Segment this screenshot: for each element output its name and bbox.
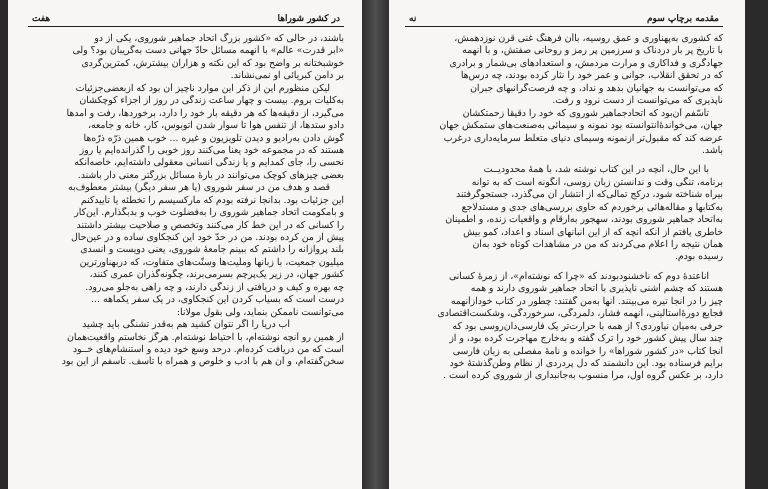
text-line: گوش دادن به‌رادیو و دیدن تلویزیون و غیره ... خوب همین ذرّه ذرّه‌ها <box>83 132 344 144</box>
text-line: بیراه شناخته شود، درکج تمالی‌که از انتشار آن می‌گذرد، جستجوگرفتند <box>456 189 723 201</box>
text-line: فجایع دورهٔ‌استالینی، آنهمه فشار، دلمردگی، سرخوردگی، وشکست‌اقتصادی <box>437 308 723 320</box>
text-line: چه بهره و کیف و دریافتی از زندگی دارند، و چه راهی به‌جلو می‌رود. <box>85 281 344 293</box>
text-line: لیکن منظورم این از ذکر این موارد ناچیز آن بود که از‌بعضی‌جزئیات <box>75 82 330 94</box>
text-line: این جزئیات بود. بدانجا نرفته بودم که مارکسیسم را تخطئه یا تأییدکنم <box>80 194 344 206</box>
book-spine-gutter <box>362 0 389 489</box>
text-line: پیش از من کرده بودند. من در حدّ خود این کنجکاوی ساده و در عین‌حال <box>70 232 344 243</box>
text-line: برایم فرستاده بود. این دانشمند که دل پردردی از نظام وطن‌گذشتهٔ خود <box>449 357 723 369</box>
left-running-title: در کشور شوراها <box>277 14 340 24</box>
right-page-number: نه <box>409 14 417 24</box>
text-line: رسیده بودم. <box>674 251 723 263</box>
text-line: باشد. <box>701 144 723 156</box>
left-book-page <box>8 0 362 489</box>
left-page-body <box>28 33 344 369</box>
left-page-header <box>28 14 344 27</box>
text-line: را کسانی که در این خط کار می‌کنند وتخصص و صلاحیت بیشتر داشتند <box>76 219 344 231</box>
text-line: می‌گیرد، از دقیقه‌ها که هر دقیقه بار خود را دارد، برخوردها، رفت و آمدها <box>66 107 344 119</box>
text-line: هستند که چشم آشنی ناپذیری با اتحاد جماهیر شوروی دارند و همه <box>470 283 723 295</box>
text-line: و بامکومت اتحاد جماهیر شوروی را به‌فضلوت خوب و بدبگذارم. این‌کار <box>74 207 344 219</box>
text-line: هستند که در مجموعه خود یعنا می‌کنند روز خوبی را گذرانده‌ایم یا روز <box>79 144 344 156</box>
text-line: خاطری یافتم از آنکه آنچه که از این انبانهای اسناد و اعداد، کمو بیش <box>463 226 723 238</box>
right-page-body <box>405 33 723 383</box>
text-line: درست است که بسیاب کردن این کنجکاوی، در یک سفر یکماهه ... <box>91 294 344 306</box>
text-line: بعضی چیزهای کوچک می‌توانند در بارهٔ مسائل بزرگتر معنی دار باشند. <box>77 169 344 181</box>
text-line: اناعتدهٔ دوم که ناخشنودبودند که «چرا که نوشته‌ام»، از زمرهٔ کسانی <box>448 270 709 282</box>
text-line: سخن‌گفته‌ام، و آن هم با ادب و خلوص و همراه با تأسف. تأسفم از این بود <box>61 356 344 368</box>
text-line: به‌کتابها و مقاله‌هائی برخوردم که حاوی بررسی‌های جدی و مستدلاجع <box>461 201 723 213</box>
text-line: آب دریا را اگر نتوان کشید هم به‌قدر تشنگی باید چشید <box>82 319 290 331</box>
text-line: چیز را در آنجا تیره می‌بینند. آنها به‌من گفتند: چطور در کتاب خودازآنهمه <box>450 295 723 307</box>
text-line: چند سال پیش کشور خود را ترک گفته و به‌خارج مهاجرت کرده بود، و از <box>449 333 723 345</box>
right-running-title: مقدمه برچاپ سوم <box>646 14 719 24</box>
text-line: باشند، در حالی که «کشور بزرگ اتحاد جماهیر شوروی، یکی از دو <box>94 33 344 44</box>
right-book-page <box>389 0 745 489</box>
text-line: آنجا کتاب «در کشور شوراها» را خوانده و نامهٔ مفصلی به زبان فارسی <box>452 345 723 357</box>
text-line: کشور جهان، در زیر یک‌پرچم بسرمی‌برند، چگونه‌گذران عمری کنند، <box>89 269 344 281</box>
text-line: «ابر قدرت» عالم» با آنهمه مسائل حادّ جهانی دست به‌گریبان بود؟ ولی <box>72 45 344 57</box>
text-line: به‌کلیات بروم. بیست و چهار ساعت زندگی در روز از اجزاء کوچکشان <box>79 95 344 107</box>
text-line: عرضه کند که مقبول‌تر ازنمونه وسیمای دنیای متعلط سرمایه‌داری درغرب <box>443 132 723 144</box>
text-line: که کشوری به‌پهناوری و عمق روسیه، باآن فرهنگ غنی قرن نوزدهمش، <box>454 33 723 44</box>
text-line: تأسّفم آن‌بود که اتحادجماهیر شوروی که خود را دقیقاً زحمتکشان <box>462 107 709 119</box>
text-line: بر دامن کبریائی او نمی‌نشاند. <box>230 70 344 82</box>
text-line: حرفی به‌میان نیاوردی؟ از همه با حرارت‌تر یک فارسی‌دان‌روسی بود که <box>452 320 723 332</box>
text-line: دارد، بر عکس گروه اول، مرا منسوب به‌جانبداری از شوروی کرده است . <box>443 370 723 382</box>
left-edge-shadow <box>0 0 8 489</box>
text-line: بلند پروازانه را داشتم که ببینم جامعهٔ شوروی، یعنی دویست و انسدی <box>80 244 344 256</box>
text-line: ناپذیری که می‌توانست از دست نرود و رفت. <box>552 95 723 107</box>
text-line: است که من دریافت کرده‌ام. درحد وسع خود دیده و استنشام‌های خــود <box>72 343 344 355</box>
text-line: که در تحقق انقلاب، جوانی و عمر خود را نثار کرده بودند، چه درس‌ها <box>460 70 723 82</box>
paragraph-gap <box>405 157 723 164</box>
text-line: همان نتیجه را اعلام می‌کردند که من در مشاهدات کوتاه خود به‌آن <box>472 239 723 250</box>
text-line: به‌اتحاد جماهیر شوروی بودند، سهجور به‌ارقام و واقعیات زنده، و اطمینان <box>445 214 723 226</box>
right-edge-shadow <box>745 0 768 489</box>
text-line: خوشبختانه بر واضح بود که این نکته و هزاران بیشترش، کمترین‌گردی <box>81 57 344 69</box>
text-line: دادو ستدها، از تنفس هوا تا سوار شدن اتوبوس، کار، خانه و جامعه، <box>87 120 344 132</box>
left-page-number: هفت <box>32 14 51 24</box>
text-line: قصد و هدف من در سفر شوروی (یا هر سفر دیگر) بیشتر معطوف‌به <box>68 182 330 194</box>
text-line: جهادگری و فداکاری و مرارت مردمش، و استعدادهای بی‌شمار و برادری <box>449 57 723 69</box>
text-line: که می‌توانست به جهانیان بدهد و نداد، و چه فرصت‌گرانبهای جبران <box>470 82 723 94</box>
text-line: برنامه، تنگی وقت و ندانستن زبان روسی، آنگونه است که به توانه <box>471 176 723 188</box>
text-line: با تاریخ پر بار دردناک و سرزمین پر رمز و روحانی صفتش، و با آنهمه <box>462 45 723 57</box>
text-line: می‌توانست ناممکن بنماید، ولی بقول مولانا: <box>176 306 344 318</box>
text-line: جهان، می‌خواندهٔ‌انتوانسته بود نمونه و سیمائی به‌صنعت‌های ستمکش جهان <box>439 120 723 132</box>
text-line: با این حال، آنچه در این کتاب نوشته شد، با همهٔ محدودیــت <box>483 164 709 176</box>
right-page-header <box>405 14 723 27</box>
text-line: میلیون جمعیت، با زبانها وملّیت‌ها وسنّت‌های متفاوت، که دربهناورترین <box>79 256 344 268</box>
paragraph-gap <box>405 264 723 271</box>
text-line: از همین رو آنچه نوشته‌ام، با احتیاط نوشته‌ام. هرگز نخاستم واقعیت‌همان <box>67 331 344 343</box>
text-line: نحسی را، جای کمدایم و یا زندگی انسانی معقولی داشته‌ایم، خاصه‌آنکه <box>74 157 344 169</box>
